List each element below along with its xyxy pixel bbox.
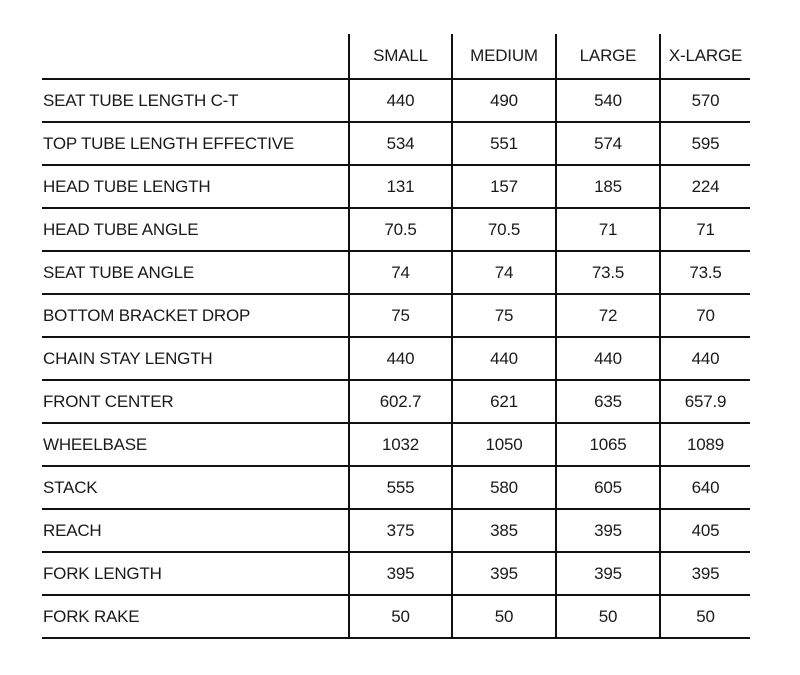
- row-label: BOTTOM BRACKET DROP: [42, 294, 349, 337]
- cell-x-large: 405: [660, 509, 750, 552]
- cell-small: 74: [349, 251, 452, 294]
- row-label: REACH: [42, 509, 349, 552]
- cell-medium: 440: [452, 337, 556, 380]
- cell-small: 1032: [349, 423, 452, 466]
- cell-medium: 75: [452, 294, 556, 337]
- cell-large: 574: [556, 122, 660, 165]
- table-row: [42, 79, 750, 122]
- cell-medium: 50: [452, 595, 556, 638]
- cell-small: 395: [349, 552, 452, 595]
- header-corner-cell: [42, 34, 349, 79]
- table-body: [42, 79, 750, 638]
- table-row: [42, 380, 750, 423]
- cell-x-large: 595: [660, 122, 750, 165]
- cell-x-large: 570: [660, 79, 750, 122]
- cell-large: 71: [556, 208, 660, 251]
- row-label: TOP TUBE LENGTH EFFECTIVE: [42, 122, 349, 165]
- table-row: [42, 552, 750, 595]
- table-row: [42, 294, 750, 337]
- cell-large: 395: [556, 509, 660, 552]
- cell-small: 440: [349, 337, 452, 380]
- cell-medium: 1050: [452, 423, 556, 466]
- table-row: [42, 122, 750, 165]
- table-row: [42, 337, 750, 380]
- row-label: FRONT CENTER: [42, 380, 349, 423]
- cell-x-large: 73.5: [660, 251, 750, 294]
- geometry-table: [42, 34, 750, 639]
- cell-large: 1065: [556, 423, 660, 466]
- cell-large: 185: [556, 165, 660, 208]
- table-row: [42, 466, 750, 509]
- cell-x-large: 440: [660, 337, 750, 380]
- row-label: WHEELBASE: [42, 423, 349, 466]
- cell-small: 555: [349, 466, 452, 509]
- cell-large: 635: [556, 380, 660, 423]
- cell-x-large: 224: [660, 165, 750, 208]
- cell-large: 50: [556, 595, 660, 638]
- table-row: [42, 509, 750, 552]
- cell-large: 72: [556, 294, 660, 337]
- cell-large: 605: [556, 466, 660, 509]
- column-header-large: LARGE: [556, 34, 660, 79]
- cell-medium: 580: [452, 466, 556, 509]
- cell-x-large: 640: [660, 466, 750, 509]
- cell-medium: 70.5: [452, 208, 556, 251]
- cell-medium: 395: [452, 552, 556, 595]
- row-label: SEAT TUBE LENGTH C-T: [42, 79, 349, 122]
- row-label: STACK: [42, 466, 349, 509]
- cell-small: 602.7: [349, 380, 452, 423]
- cell-x-large: 1089: [660, 423, 750, 466]
- row-label: SEAT TUBE ANGLE: [42, 251, 349, 294]
- table-row: [42, 423, 750, 466]
- cell-x-large: 395: [660, 552, 750, 595]
- row-label: FORK LENGTH: [42, 552, 349, 595]
- cell-medium: 551: [452, 122, 556, 165]
- cell-x-large: 70: [660, 294, 750, 337]
- cell-x-large: 71: [660, 208, 750, 251]
- cell-medium: 74: [452, 251, 556, 294]
- cell-x-large: 657.9: [660, 380, 750, 423]
- table-row: [42, 595, 750, 638]
- cell-small: 50: [349, 595, 452, 638]
- header-row: [42, 34, 750, 79]
- cell-small: 75: [349, 294, 452, 337]
- table-row: [42, 208, 750, 251]
- column-header-small: SMALL: [349, 34, 452, 79]
- cell-medium: 490: [452, 79, 556, 122]
- row-label: HEAD TUBE ANGLE: [42, 208, 349, 251]
- cell-small: 131: [349, 165, 452, 208]
- row-label: CHAIN STAY LENGTH: [42, 337, 349, 380]
- table-row: [42, 251, 750, 294]
- cell-small: 534: [349, 122, 452, 165]
- cell-medium: 621: [452, 380, 556, 423]
- cell-x-large: 50: [660, 595, 750, 638]
- cell-medium: 157: [452, 165, 556, 208]
- cell-small: 440: [349, 79, 452, 122]
- cell-large: 540: [556, 79, 660, 122]
- row-label: FORK RAKE: [42, 595, 349, 638]
- cell-small: 70.5: [349, 208, 452, 251]
- cell-large: 395: [556, 552, 660, 595]
- table-row: [42, 165, 750, 208]
- column-header-x-large: X-LARGE: [660, 34, 750, 79]
- cell-large: 440: [556, 337, 660, 380]
- row-label: HEAD TUBE LENGTH: [42, 165, 349, 208]
- cell-large: 73.5: [556, 251, 660, 294]
- table-header: [42, 34, 750, 79]
- cell-small: 375: [349, 509, 452, 552]
- cell-medium: 385: [452, 509, 556, 552]
- column-header-medium: MEDIUM: [452, 34, 556, 79]
